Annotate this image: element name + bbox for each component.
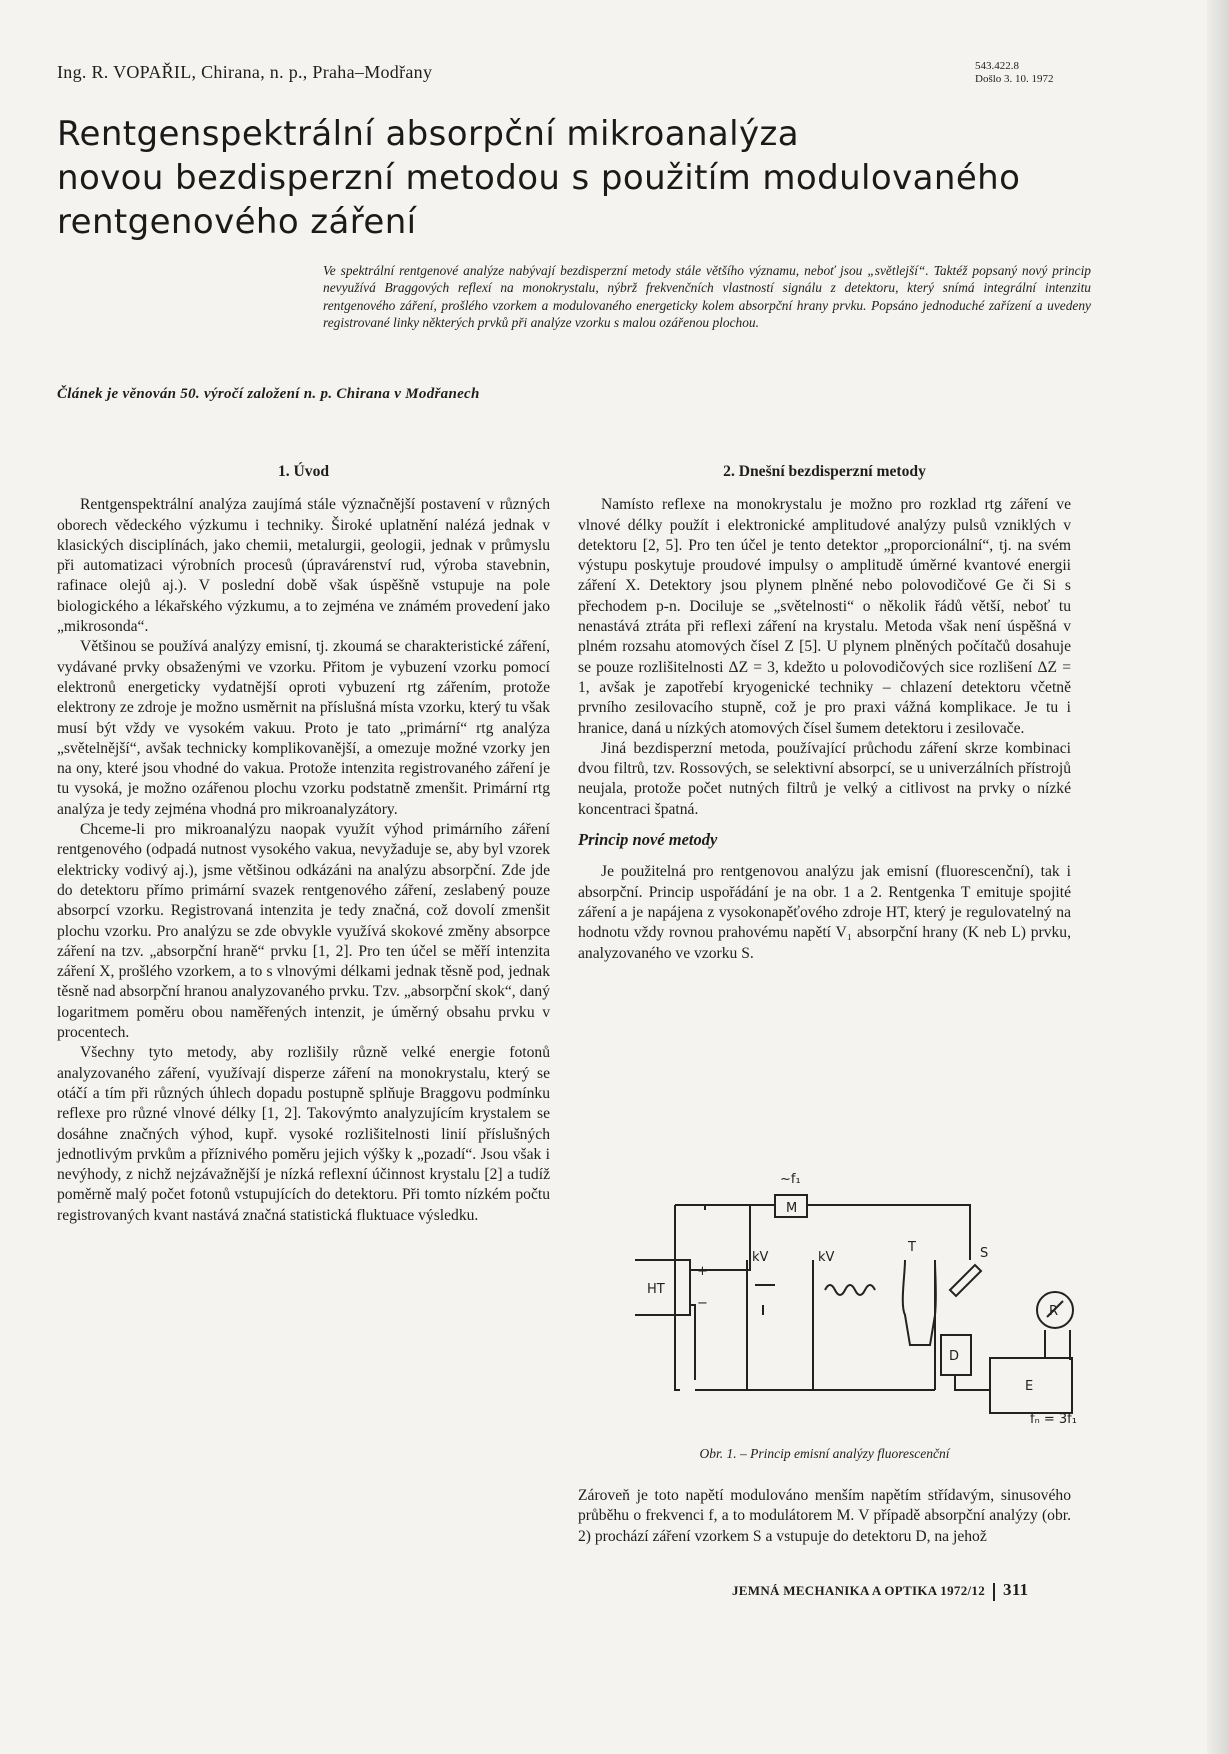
label-kv-2: kV	[818, 1250, 835, 1265]
xray-wave	[825, 1285, 875, 1295]
label-minus: −	[697, 1296, 708, 1311]
page-edge	[1207, 0, 1229, 1754]
received-date: Došlo 3. 10. 1972	[975, 73, 1054, 85]
sample-block	[950, 1265, 981, 1296]
udc-code: 543.422.8	[975, 60, 1019, 72]
section-2-paragraph-continued: Zároveň je toto napětí modulováno menším napětím střídavým, sinusového průběhu o frekvenci f, a to modulátorem M. V případě absorpční analýzy (obr. 2) prochází záření vzorkem S a vstupuje do detektoru D, na jehož	[578, 1487, 1071, 1545]
right-column	[578, 462, 1071, 964]
section-2-heading: 2. Dnešní bezdisperzní metody	[723, 463, 926, 480]
wire	[690, 1205, 750, 1270]
author-line: Ing. R. VOPAŘIL, Chirana, n. p., Praha–Modřany	[57, 62, 433, 82]
label-detector: D	[949, 1349, 960, 1364]
section-1-paragraph: Rentgenspektrální analýza zaujímá stále význačnější postavení v různých oborech vědeckého výzkumu i techniky. Široké uplatnění nalézá jednak v klasických disciplínách, jako chemii, metalurgii, geologii, jednak v průmyslu při automatizaci výrobních procesů (úpravárenství rud, výroba stavebnin, rafinace olejů aj.). V poslední době však úspěšně vstupuje na pole biologického a lékařského výzkumu, a to zejména ve známém provedení jako „mikrosonda“.	[57, 496, 550, 636]
wire	[675, 1205, 680, 1390]
journal-name: JEMNÁ MECHANIKA A OPTIKA 1972/12	[732, 1583, 986, 1598]
page-number: 311	[1003, 1580, 1029, 1599]
wire	[690, 1305, 695, 1380]
label-recorder: R	[1049, 1304, 1059, 1319]
left-column	[57, 462, 550, 1226]
title-line-1: Rentgenspektrální absorpční mikroanalýza	[57, 114, 799, 154]
section-2-paragraph: Je použitelná pro rentgenovou analýzu jak emisní (fluorescenční), tak i absorpční. Princip uspořádání je na obr. 1 a 2. Rentgenka T emituje spojité záření a je napájena z vysokonapěťového zdroje HT, který je regulovatelný na hodnotu vždy rovnou prahovému napětí V₁ absorpční hrany (K neb L) prvku, analyzovaného ve vzorku S.	[578, 863, 1071, 962]
wire	[955, 1375, 990, 1390]
section-1-heading: 1. Úvod	[277, 463, 330, 480]
label-modulator-freq: ~f₁	[780, 1172, 801, 1187]
label-evaluator: E	[1025, 1379, 1034, 1394]
section-1-paragraph: Chceme-li pro mikroanalýzu naopak využít výhod primárního záření rentgenového (odpadá nutnost vysokého vakua, nevyžaduje se, aby byl vzorek elektricky vodivý aj.), jsme většinou odkázáni na analýzu absorpční. Zde jde do detektoru přímo primární svazek rentgenového záření, zeslabený pouze absorpcí vzorku. Registrovaná intenzita je tedy značná, což dovolí zmenšit plochu vzorku. Pro analýzu se zde obvykle využívá skokové změny absorpce záření na tzv. „absorpční hraně“ prvku [1, 2]. Pro ten účel se měří intenzita záření X, prošlého vzorkem, a to s vlnovými délkami jednak těsně pod, jednak těsně nad absorpční hranou analyzovaného prvku. Tzv. „absorpční skok“, daný logaritmem poměru obou naměřených intenzit, je úměrný obsahu prvku v procentech.	[57, 821, 550, 1042]
label-modulator: M	[786, 1201, 798, 1216]
figure-1-schematic	[635, 1165, 1090, 1425]
title-line-3: rentgenového záření	[57, 202, 417, 242]
label-plus: +	[697, 1264, 708, 1279]
label-output-freq: fₙ = 3f₁	[1030, 1412, 1077, 1425]
section-2-paragraph: Namísto reflexe na monokrystalu je možno pro rozklad rtg záření ve vlnové délky použít i elektronické amplitudové analýzy pulsů vzniklých v detektoru [2, 5]. Pro ten účel je tento detektor „proporcionální“, tj. na svém výstupu poskytuje proudové impulsy o amplitudě úměrné kvantové energii záření X. Detektory jsou plynem plněné nebo polovodičové Ge či Si s přechodem p-n. Dociluje se „světelnosti“ o několik řádů větší, neboť tu nenastává ztráta při reflexi záření na krystalu. Metoda však není úspěšná v plném rozsahu atomových čísel Z [5]. U plynem plněných počítačů dosahuje se pouze rozlišitelnosti ΔZ = 3, kdežto u polovodičových sice rozlišení ΔZ = 1, avšak je zapotřebí kryogenické techniky – chlazení detektoru včetně prvního zesilovacího stupně, což je pro praxi vážná komplikace. Je tu i hranice, daná u nízkých atomových čísel šumem detektoru i zesilovače.	[578, 496, 1071, 737]
page-footer	[732, 1580, 1028, 1601]
figure-1-caption: Obr. 1. – Princip emisní analýzy fluorescenční	[699, 1446, 950, 1461]
label-ht: HT	[647, 1282, 665, 1297]
title-line-2: novou bezdisperzní metodou s použitím modulovaného	[57, 158, 1021, 198]
label-kv-1: kV	[752, 1250, 769, 1265]
section-2-paragraph: Jiná bezdisperzní metoda, používající průchodu záření skrze kombinaci dvou filtrů, tzv. Rossových, se selektivní absorpcí, se u univerzálních přístrojů neujala, protože počet nutných filtrů je velký a citlivost na prvky o nízké koncentraci špatná.	[578, 739, 1071, 818]
schematic-diagram	[635, 1165, 1090, 1425]
section-1-paragraph: Všechny tyto metody, aby rozlišily různě velké energie fotonů analyzovaného záření, využívají disperze záření na monokrystalu, který se otáčí a tím při různých úhlech dopadu postupně splňuje Braggovu podmínku reflexe pro různé vlnové délky [1, 2]. Takovýmto analyzujícím krystalem se dosáhne značných výhod, kupř. vysoké rozlišitelnosti linií příslušných jednotlivým prvkům a příznivého poměru jejich výšky k „pozadí“. Jsou však i nevýhody, z nichž nejzávažnější je nízká reflexní účinnost krystalu [2] a tudíž poměrně malý počet fotonů vstupujících do detektoru. Při tomto nízkém počtu registrovaných kvant nastává značná statistická fluktuace výsledku.	[57, 1044, 550, 1224]
dedication: Článek je věnován 50. výročí založení n. p. Chirana v Modřanech	[57, 386, 480, 402]
label-sample: S	[980, 1246, 989, 1261]
section-1-paragraph: Většinou se používá analýzy emisní, tj. zkoumá se charakteristické záření, vydávané prvky obsaženými ve vzorku. Přitom je vybuzení vzorku pomocí elektronů energeticky vydatnější oproti vybuzení rtg zářením, protože elektrony ze zdroje je možno usměrnit na příslušná místa vzorku, který tu však musí být vždy ve vysokém vakuu. Proto je tato „primární“ rtg analýza „světelnější“, avšak technicky komplikovanější, a omezuje možné vzorky jen na ony, které jsou vhodné do vakua. Protože intenzita registrovaného záření je tu vysoká, je možno ozářenou plochu vzorku podstatně zmenšit. Primární rtg analýza je tedy zejména vhodná pro mikroanalyzátory.	[57, 638, 550, 818]
subsection-heading: Princip nové metody	[578, 830, 718, 850]
article-meta	[975, 60, 1054, 86]
tube-envelope	[903, 1260, 936, 1345]
abstract: Ve spektrální rentgenové analýze nabývají bezdisperzní metody stále většího významu, neboť jsou „světlejší“. Taktéž popsaný nový princip nevyužívá Braggových reflexí na monokrystalu, nýbrž frekvenčních vlastností signálu z detektoru, který snímá integrální intenzitu rentgenového záření, prošlého vzorkem a modulovaného energeticky kolem absorpční hrany prvku. Popsáno jednoduché zařízení a uvedeny registrované linky některých prvků při analýze vzorku s malou ozářenou plochou.	[323, 263, 1091, 331]
article-title	[57, 112, 1037, 244]
footer-divider	[993, 1583, 995, 1601]
label-tube: T	[908, 1240, 916, 1255]
